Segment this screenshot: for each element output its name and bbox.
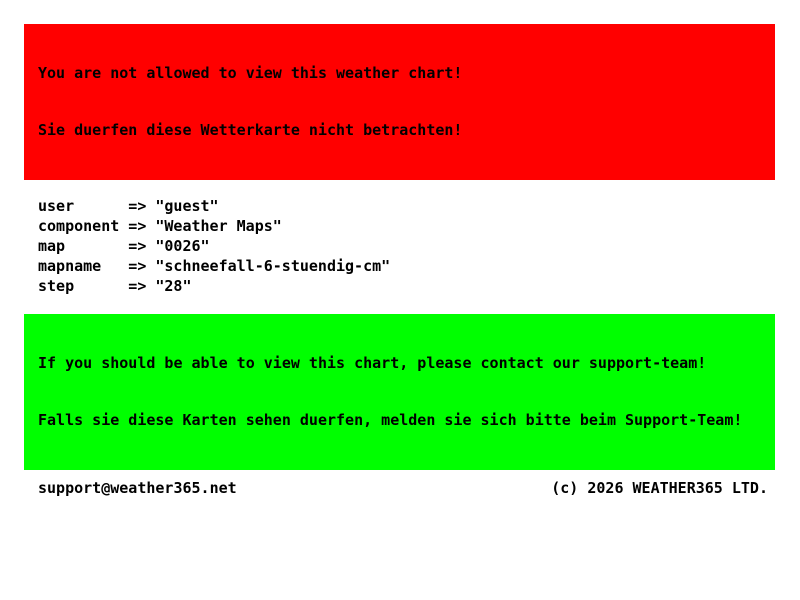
- access-denied-message-de: Sie duerfen diese Wetterkarte nicht betrachten!: [38, 121, 463, 139]
- param-arrow: =>: [128, 257, 147, 275]
- param-key: component: [38, 217, 120, 235]
- param-key: user: [38, 197, 75, 215]
- request-params-list: [24, 196, 775, 296]
- param-value: "0026": [155, 237, 210, 255]
- error-page: [24, 24, 775, 497]
- param-arrow: =>: [128, 277, 147, 295]
- param-value: "schneefall-6-stuendig-cm": [155, 257, 391, 275]
- contact-support-message-en: If you should be able to view this chart, please contact our support-team!: [38, 354, 707, 372]
- access-denied-banner: [24, 24, 775, 180]
- param-arrow: =>: [128, 237, 147, 255]
- param-row-mapname: [38, 256, 775, 276]
- param-value: "guest": [155, 197, 219, 215]
- param-arrow: =>: [128, 217, 147, 235]
- param-arrow: =>: [128, 197, 147, 215]
- param-row-step: [38, 276, 775, 296]
- param-key: step: [38, 277, 75, 295]
- copyright-notice: (c) 2026 WEATHER365 LTD.: [551, 479, 768, 497]
- param-value: "28": [155, 277, 192, 295]
- contact-support-message-de: Falls sie diese Karten sehen duerfen, melden sie sich bitte beim Support-Team!: [38, 411, 743, 429]
- param-key: map: [38, 237, 66, 255]
- footer: [24, 479, 775, 497]
- param-row-user: [38, 196, 775, 216]
- param-row-map: [38, 236, 775, 256]
- param-key: mapname: [38, 257, 102, 275]
- param-value: "Weather Maps": [155, 217, 282, 235]
- access-denied-message-en: You are not allowed to view this weather chart!: [38, 64, 463, 82]
- param-row-component: [38, 216, 775, 236]
- contact-support-banner: [24, 314, 775, 470]
- support-email: support@weather365.net: [38, 479, 237, 497]
